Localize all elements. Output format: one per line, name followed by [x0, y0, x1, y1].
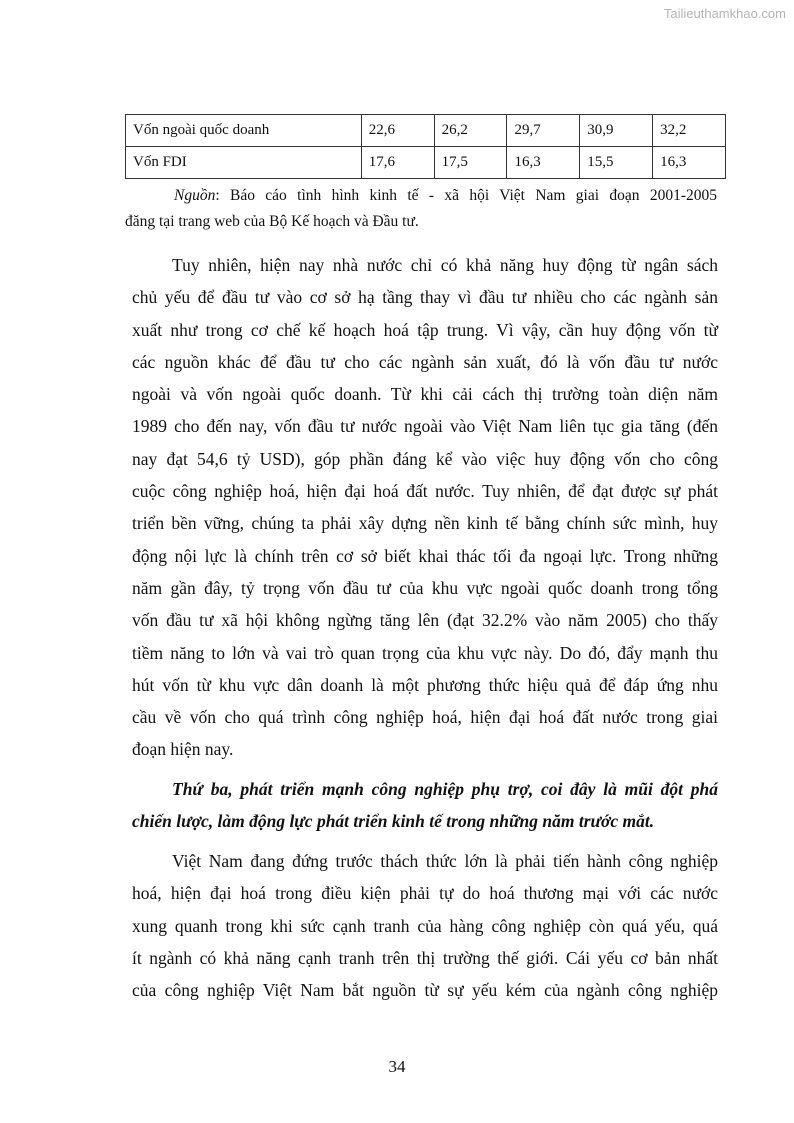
text-line: triển bền vững, chúng ta phải xây dựng nền kinh tế bằng chính sức mình, huy — [132, 513, 718, 534]
table-cell: 22,6 — [361, 115, 434, 147]
table-cell: 16,3 — [507, 147, 580, 179]
text-line: các nguồn khác để đầu tư cho các ngành sản xuất, đó là vốn đầu tư nước — [132, 351, 718, 372]
table-cell: 17,5 — [434, 147, 507, 179]
text-line: đoạn hiện nay. — [132, 739, 234, 760]
text-line: nay đạt 54,6 tỷ USD), góp phần đáng kể vào việc huy động vốn cho công — [132, 448, 718, 469]
text-line: của công nghiệp Việt Nam bắt nguồn từ sự yếu kém của ngành công nghiệp — [132, 980, 718, 1001]
table-cell: 32,2 — [653, 115, 726, 147]
section-heading — [132, 773, 718, 838]
paragraph-1 — [132, 249, 718, 766]
table-cell: Vốn ngoài quốc doanh — [126, 115, 362, 147]
text-line: 1989 cho đến nay, vốn đầu tư nước ngoài vào Việt Nam liên tục gia tăng (đến — [132, 416, 718, 437]
text-line: hút vốn từ khu vực dân doanh là một phương thức hiệu quả để đáp ứng nhu — [132, 674, 718, 695]
text-line: hoá, hiện đại hoá trong điều kiện phải tự do hoá thương mại với các nước — [132, 883, 718, 904]
text-line: Tuy nhiên, hiện nay nhà nước chỉ có khả năng huy động từ ngân sách — [172, 255, 718, 275]
source-line — [125, 183, 717, 209]
text-line: động nội lực là chính trên cơ sở biết khai thác tối đa ngoại lực. Trong những — [132, 545, 718, 566]
table-row — [126, 147, 726, 179]
watermark: Tailieuthamkhao.com — [663, 6, 786, 21]
text-line: năm gần đây, tỷ trọng vốn đầu tư của khu vực ngoài quốc doanh trong tổng — [132, 577, 718, 598]
table-cell: 26,2 — [434, 115, 507, 147]
text-line: ít ngành có khả năng cạnh tranh trên thị trường thế giới. Cái yếu cơ bản nhất — [132, 947, 718, 968]
table-cell: 15,5 — [580, 147, 653, 179]
text-line: Việt Nam đang đứng trước thách thức lớn là phải tiến hành công nghiệp — [172, 851, 718, 871]
data-table — [125, 114, 726, 179]
page-number: 34 — [388, 1057, 406, 1076]
text-line: cuộc công nghiệp hoá, hiện đại hoá đất nước. Tuy nhiên, để đạt được sự phát — [132, 481, 718, 502]
heading-line: chiến lược, làm động lực phát triển kinh tế trong những năm trước mắt. — [132, 811, 655, 832]
text-line: xuất như trong cơ chế kế hoạch hoá tập trung. Vì vậy, cần huy động vốn từ — [132, 319, 718, 340]
text-line: vốn đầu tư xã hội không ngừng tăng lên (đạt 32.2% vào năm 2005) cho thấy — [132, 610, 718, 631]
table-row — [126, 115, 726, 147]
text-line: xung quanh trong khi sức cạnh tranh của hàng công nghiệp còn quá yếu, quá — [132, 915, 718, 936]
text-line: ngoài và vốn ngoài quốc doanh. Từ khi cải cách thị trường toàn diện năm — [132, 384, 718, 405]
text-line: cầu về vốn cho quá trình công nghiệp hoá, hiện đại hoá đất nước trong giai — [132, 707, 718, 728]
source-line: đăng tại trang web của Bộ Kế hoạch và Đầu tư. — [125, 213, 419, 230]
text-line: tiềm năng to lớn và vai trò quan trọng của khu vực này. Do đó, đẩy mạnh thu — [132, 642, 718, 663]
table-cell: 16,3 — [653, 147, 726, 179]
text-line: chủ yếu để đầu tư vào cơ sở hạ tầng thay vì đầu tư nhiều cho các ngành sản — [132, 287, 718, 308]
table-cell: Vốn FDI — [126, 147, 362, 179]
heading-line: Thứ ba, phát triển mạnh công nghiệp phụ trợ, coi đây là mũi đột phá — [172, 779, 718, 799]
source-text: : Báo cáo tình hình kinh tế - xã hội Việt Nam giai đoạn 2001-2005 — [215, 187, 717, 204]
source-note — [125, 183, 717, 235]
table-cell: 17,6 — [361, 147, 434, 179]
table-cell: 29,7 — [507, 115, 580, 147]
source-prefix: Nguồn — [174, 187, 216, 204]
table-cell: 30,9 — [580, 115, 653, 147]
paragraph-2 — [132, 845, 718, 1006]
